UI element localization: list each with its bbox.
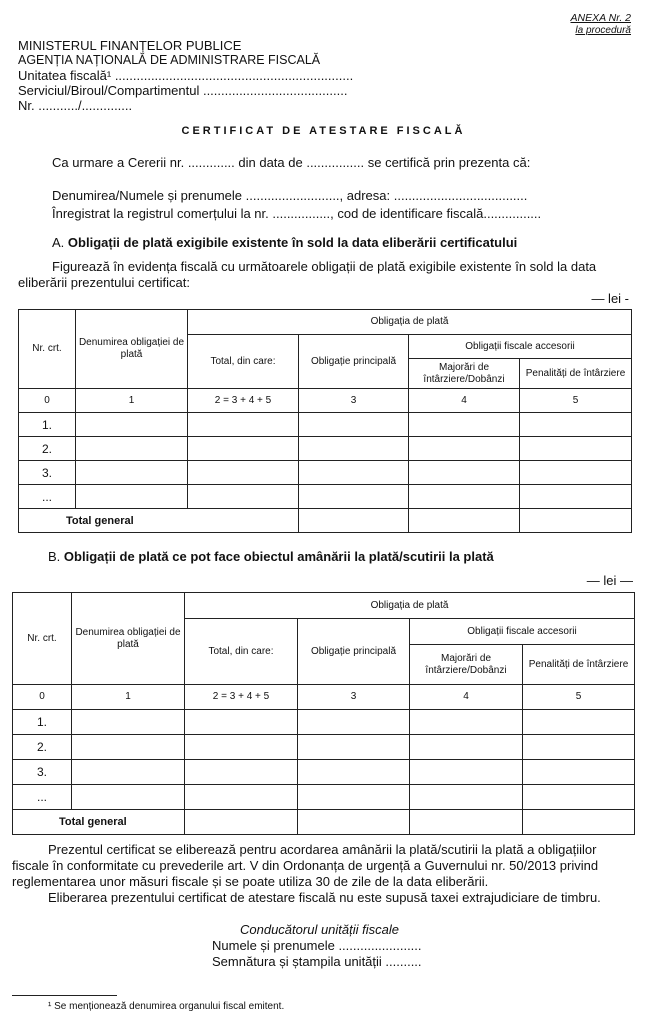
cell-input[interactable] bbox=[410, 810, 523, 835]
cell-input[interactable] bbox=[523, 735, 635, 760]
cell-input[interactable] bbox=[76, 413, 188, 437]
cell-input[interactable] bbox=[298, 710, 410, 735]
cell-input[interactable] bbox=[299, 485, 409, 509]
header-obligatia: Obligația de plată bbox=[188, 310, 632, 335]
table-row bbox=[13, 760, 635, 785]
cell-input[interactable] bbox=[409, 413, 520, 437]
cell-input[interactable] bbox=[188, 437, 299, 461]
index-cell: 2 = 3 + 4 + 5 bbox=[185, 685, 298, 710]
cell-input[interactable] bbox=[298, 785, 410, 810]
cell-input[interactable] bbox=[299, 437, 409, 461]
section-b-heading bbox=[48, 549, 494, 564]
section-b-prefix: B. bbox=[48, 549, 61, 564]
header-nr-crt: Nr. crt. bbox=[19, 310, 76, 389]
row-number: ... bbox=[19, 485, 76, 509]
table-row bbox=[19, 485, 632, 509]
cell-input[interactable] bbox=[410, 785, 523, 810]
row-number: ... bbox=[13, 785, 72, 810]
closing-p2: Eliberarea prezentului certificat de atestare fiscală nu este supusă taxei extrajudiciare de timbru. bbox=[48, 890, 601, 905]
index-cell: 3 bbox=[298, 685, 410, 710]
trade-register-line: Înregistrat la registrul comerțului la nr. ................, cod de identificare fiscală................ bbox=[52, 206, 542, 221]
total-general-label: Total general bbox=[19, 509, 299, 533]
document-title: CERTIFICAT DE ATESTARE FISCALĂ bbox=[181, 125, 466, 137]
cell-input[interactable] bbox=[298, 810, 410, 835]
agency-name: AGENȚIA NAȚIONALĂ DE ADMINISTRARE FISCALĂ bbox=[18, 53, 321, 67]
table-a bbox=[18, 309, 632, 533]
row-number: 2. bbox=[19, 437, 76, 461]
header-principala: Obligație principală bbox=[298, 619, 410, 685]
cell-input[interactable] bbox=[188, 485, 299, 509]
total-row bbox=[19, 509, 632, 533]
total-row bbox=[13, 810, 635, 835]
cell-input[interactable] bbox=[409, 485, 520, 509]
header-total: Total, din care: bbox=[185, 619, 298, 685]
cell-input[interactable] bbox=[72, 735, 185, 760]
section-b-title: Obligații de plată ce pot face obiectul amânării la plată/scutirii la plată bbox=[63, 549, 494, 564]
taxpayer-name-line: Denumirea/Numele și prenumele .........................., adresa: ..................................... bbox=[52, 188, 528, 203]
fiscal-unit-field: Unitatea fiscală¹ .................................................................. bbox=[18, 68, 354, 83]
index-cell: 2 = 3 + 4 + 5 bbox=[188, 389, 299, 413]
section-a-prefix: A. bbox=[52, 235, 65, 250]
cell-input[interactable] bbox=[185, 785, 298, 810]
index-cell: 5 bbox=[520, 389, 632, 413]
cell-input[interactable] bbox=[523, 785, 635, 810]
cell-input[interactable] bbox=[409, 461, 520, 485]
index-cell: 1 bbox=[76, 389, 188, 413]
section-a-heading bbox=[52, 235, 517, 250]
section-a-title: Obligații de plată exigibile existente în sold la data eliberării certificatului bbox=[67, 235, 518, 250]
index-cell: 0 bbox=[19, 389, 76, 413]
cell-input[interactable] bbox=[410, 735, 523, 760]
row-number: 3. bbox=[19, 461, 76, 485]
row-number: 3. bbox=[13, 760, 72, 785]
index-row bbox=[19, 389, 632, 413]
table-row bbox=[19, 437, 632, 461]
cell-input[interactable] bbox=[409, 509, 520, 533]
closing-p1-line1: Prezentul certificat se eliberează pentru acordarea amânării la plată/scutirii la plată a obligațiilor bbox=[48, 842, 597, 857]
annex-procedure: la procedură bbox=[575, 25, 631, 36]
cell-input[interactable] bbox=[298, 735, 410, 760]
cell-input[interactable] bbox=[188, 413, 299, 437]
cell-input[interactable] bbox=[520, 437, 632, 461]
header-accesorii: Obligații fiscale accesorii bbox=[410, 619, 635, 645]
table-row bbox=[19, 461, 632, 485]
footnote-divider bbox=[12, 995, 117, 996]
row-number: 1. bbox=[13, 710, 72, 735]
header-total: Total, din care: bbox=[188, 335, 299, 389]
header-majorari: Majorări de întârziere/Dobânzi bbox=[410, 645, 523, 685]
index-cell: 3 bbox=[299, 389, 409, 413]
total-general-label: Total general bbox=[13, 810, 185, 835]
header-accesorii: Obligații fiscale accesorii bbox=[409, 335, 632, 359]
cell-input[interactable] bbox=[185, 760, 298, 785]
header-obligatia: Obligația de plată bbox=[185, 593, 635, 619]
index-cell: 5 bbox=[523, 685, 635, 710]
header-penalitati: Penalități de întârziere bbox=[523, 645, 635, 685]
row-number: 1. bbox=[19, 413, 76, 437]
section-a-para-line2: eliberării prezentului certificat: bbox=[18, 275, 190, 290]
header-penalitati: Penalități de întârziere bbox=[520, 359, 632, 389]
cell-input[interactable] bbox=[72, 710, 185, 735]
registration-number-field: Nr. .........../.............. bbox=[18, 98, 133, 113]
signature-name-field: Numele și prenumele ....................... bbox=[212, 938, 422, 953]
cell-input[interactable] bbox=[520, 413, 632, 437]
cell-input[interactable] bbox=[185, 710, 298, 735]
index-cell: 1 bbox=[72, 685, 185, 710]
cell-input[interactable] bbox=[76, 461, 188, 485]
cell-input[interactable] bbox=[520, 485, 632, 509]
cell-input[interactable] bbox=[299, 509, 409, 533]
section-a-para-line1: Figurează în evidența fiscală cu următoarele obligații de plată exigibile existente în sold la data bbox=[52, 259, 597, 274]
cell-input[interactable] bbox=[76, 437, 188, 461]
table-row bbox=[13, 785, 635, 810]
cell-input[interactable] bbox=[409, 437, 520, 461]
table-b bbox=[12, 592, 635, 835]
closing-p1-line2: fiscale în conformitate cu prevederile art. V din Ordonanța de urgență a Guvernului nr. 50/2013 privind bbox=[12, 858, 599, 873]
request-line: Ca urmare a Cererii nr. ............. din data de ................ se certifică prin prezenta că: bbox=[52, 155, 531, 170]
table-row bbox=[13, 710, 635, 735]
cell-input[interactable] bbox=[299, 413, 409, 437]
cell-input[interactable] bbox=[523, 710, 635, 735]
signature-title: Conducătorul unității fiscale bbox=[240, 922, 399, 937]
index-cell: 4 bbox=[410, 685, 523, 710]
cell-input[interactable] bbox=[410, 710, 523, 735]
index-cell: 4 bbox=[409, 389, 520, 413]
signature-stamp-field: Semnătura și ștampila unității .......... bbox=[212, 954, 422, 969]
table-row bbox=[19, 413, 632, 437]
cell-input[interactable] bbox=[185, 810, 298, 835]
index-row bbox=[13, 685, 635, 710]
header-denumire: Denumirea obligației de plată bbox=[76, 310, 188, 389]
annex-number: ANEXA Nr. 2 bbox=[570, 12, 631, 24]
header-nr-crt: Nr. crt. bbox=[13, 593, 72, 685]
header-majorari: Majorări de întârziere/Dobânzi bbox=[409, 359, 520, 389]
cell-input[interactable] bbox=[76, 485, 188, 509]
section-a-currency: — lei - bbox=[591, 291, 629, 306]
cell-input[interactable] bbox=[298, 760, 410, 785]
ministry-name: MINISTERUL FINANȚELOR PUBLICE bbox=[18, 38, 242, 53]
cell-input[interactable] bbox=[72, 760, 185, 785]
cell-input[interactable] bbox=[520, 509, 632, 533]
cell-input[interactable] bbox=[299, 461, 409, 485]
footnote: ¹ Se menționează denumirea organului fiscal emitent. bbox=[48, 1001, 285, 1012]
header-denumire: Denumirea obligației de plată bbox=[72, 593, 185, 685]
cell-input[interactable] bbox=[72, 785, 185, 810]
cell-input[interactable] bbox=[523, 760, 635, 785]
cell-input[interactable] bbox=[185, 735, 298, 760]
cell-input[interactable] bbox=[410, 760, 523, 785]
section-b-currency: — lei — bbox=[586, 573, 633, 588]
index-cell: 0 bbox=[13, 685, 72, 710]
closing-p1-line3: reglementarea unor măsuri fiscale și se poate utiliza 30 de zile de la data eliberării. bbox=[12, 874, 489, 889]
table-row bbox=[13, 735, 635, 760]
cell-input[interactable] bbox=[188, 461, 299, 485]
row-number: 2. bbox=[13, 735, 72, 760]
cell-input[interactable] bbox=[520, 461, 632, 485]
service-field: Serviciul/Biroul/Compartimentul ........................................ bbox=[18, 83, 348, 98]
header-principala: Obligație principală bbox=[299, 335, 409, 389]
cell-input[interactable] bbox=[523, 810, 635, 835]
